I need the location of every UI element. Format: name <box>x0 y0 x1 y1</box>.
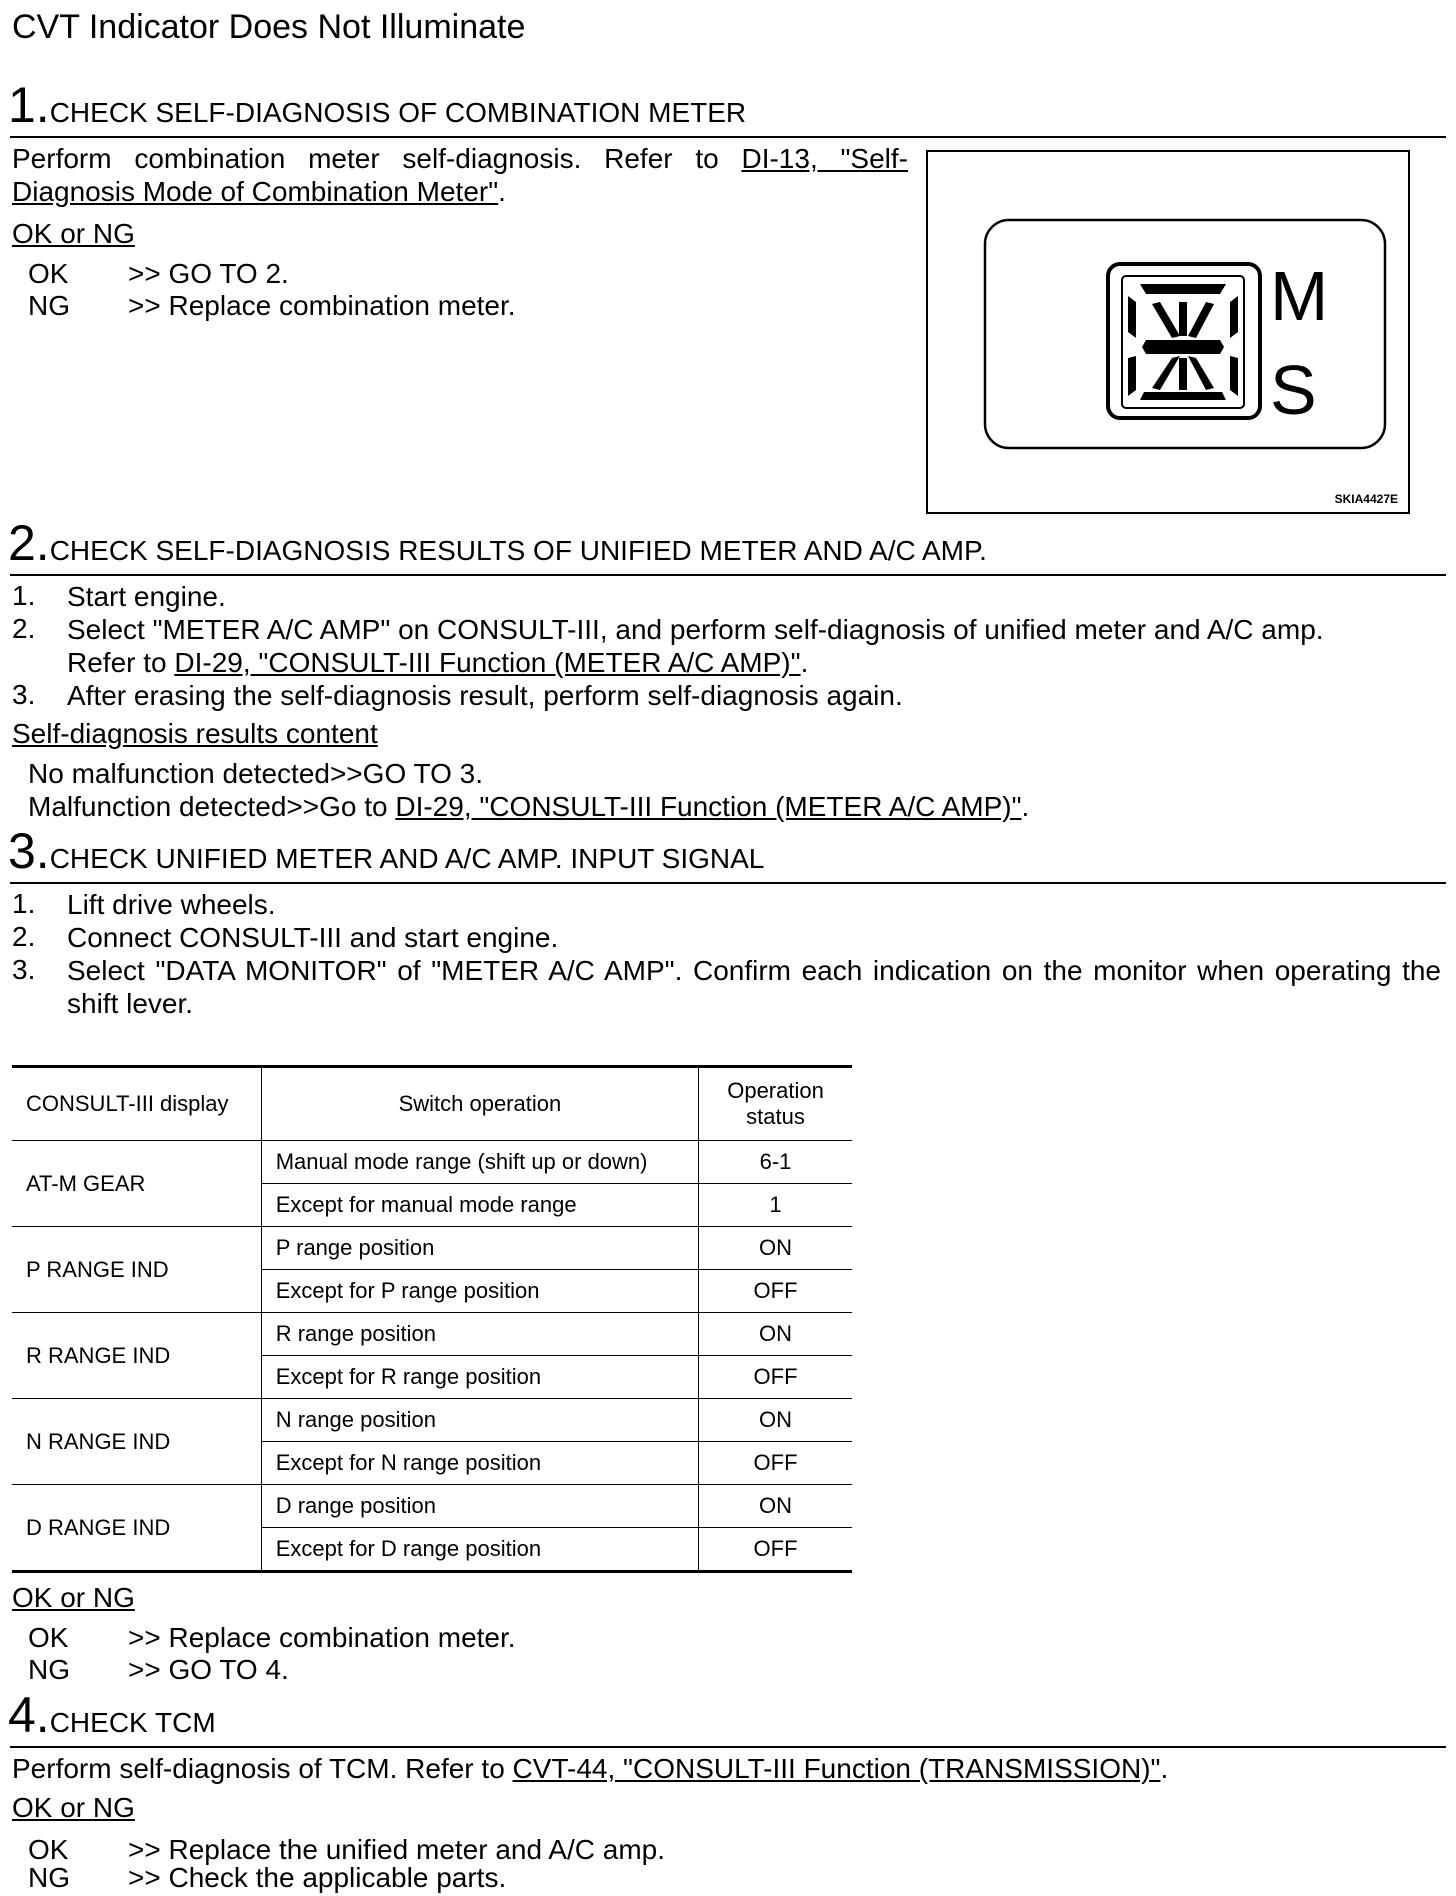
table-cell: Except for D range position <box>261 1528 698 1572</box>
table-cell: 6-1 <box>699 1141 852 1184</box>
table-header: CONSULT-III display <box>12 1067 261 1141</box>
step-title: CHECK UNIFIED METER AND A/C AMP. INPUT SIGNAL <box>49 843 765 874</box>
table-cell: D RANGE IND <box>12 1485 261 1572</box>
list-item: Lift drive wheels. <box>67 889 276 920</box>
table-cell: Manual mode range (shift up or down) <box>261 1141 698 1184</box>
list-item: After erasing the self-diagnosis result, perform self-diagnosis again. <box>67 680 903 711</box>
list-number: 1. <box>12 888 36 919</box>
step-4-body: Perform self-diagnosis of TCM. Refer to CVT-44, "CONSULT-III Function (TRANSMISSION)". <box>12 1753 1169 1784</box>
table-cell: OFF <box>699 1528 852 1572</box>
table-cell: R range position <box>261 1313 698 1356</box>
result-ok: OK >> Replace the unified meter and A/C amp. <box>28 1834 665 1865</box>
result-ng: Malfunction detected>>Go to DI-29, "CONSULT-III Function (METER A/C AMP)". <box>28 791 1030 822</box>
table-header: Switch operation <box>261 1067 698 1141</box>
step-1-body: Perform combination meter self-diagnosis. Refer to DI-13, "Self-Diagnosis Mode of Combination Meter". <box>12 143 908 207</box>
table-cell: Except for P range position <box>261 1270 698 1313</box>
table-cell: ON <box>699 1399 852 1442</box>
result-label: OK or NG <box>12 218 135 249</box>
table-cell: Except for manual mode range <box>261 1184 698 1227</box>
result-ok: No malfunction detected>>GO TO 3. <box>28 758 483 789</box>
list-item: Select "METER A/C AMP" on CONSULT-III, and perform self-diagnosis of unified meter and A/C amp. <box>67 614 1324 645</box>
result-label: OK or NG <box>12 1582 135 1613</box>
table-cell: P range position <box>261 1227 698 1270</box>
step-number: 3. <box>8 823 50 879</box>
cvt-indicator-illustration <box>928 152 1408 512</box>
list-item-refer: Refer to DI-29, "CONSULT-III Function (METER A/C AMP)". <box>67 647 809 678</box>
result-ok: OK >> GO TO 2. <box>28 258 289 289</box>
figure-code: SKIA4427E <box>1334 492 1398 506</box>
table-header: Operation status <box>699 1067 852 1141</box>
list-item: Select "DATA MONITOR" of "METER A/C AMP". Confirm each indication on the monitor when operating the shift lever. <box>67 955 1441 1019</box>
indicator-letter-s: S <box>1270 351 1317 429</box>
step-number: 2. <box>8 515 50 571</box>
list-number: 3. <box>12 954 36 985</box>
result-label: OK or NG <box>12 1792 135 1823</box>
list-item: Start engine. <box>67 581 226 612</box>
result-ok: OK >> Replace combination meter. <box>28 1622 516 1653</box>
divider <box>10 574 1446 576</box>
table-row <box>12 1227 852 1270</box>
reference-link[interactable]: DI-29, "CONSULT-III Function (METER A/C AMP)" <box>174 647 801 678</box>
result-ng: NG >> Replace combination meter. <box>28 290 516 321</box>
step-4-heading <box>8 1686 216 1744</box>
table-cell: R RANGE IND <box>12 1313 261 1399</box>
step-title: CHECK TCM <box>49 1707 216 1738</box>
indicator-figure <box>926 150 1410 514</box>
page-title: CVT Indicator Does Not Illuminate <box>12 8 526 46</box>
list-number: 2. <box>12 921 36 952</box>
table-cell: P RANGE IND <box>12 1227 261 1313</box>
divider <box>10 882 1446 884</box>
list-number: 1. <box>12 580 36 611</box>
table-cell: 1 <box>699 1184 852 1227</box>
table-row <box>12 1313 852 1356</box>
result-ng: NG >> GO TO 4. <box>28 1654 289 1685</box>
divider <box>10 1746 1446 1748</box>
list-number: 2. <box>12 613 36 644</box>
reference-link[interactable]: CVT-44, "CONSULT-III Function (TRANSMISSION)" <box>512 1753 1161 1784</box>
segment-display-icon <box>1108 264 1260 418</box>
reference-link[interactable]: DI-13, "Self-Diagnosis Mode of Combination Meter" <box>12 143 908 207</box>
table-cell: N RANGE IND <box>12 1399 261 1485</box>
data-monitor-table <box>12 1065 852 1573</box>
step-2-heading <box>8 514 987 572</box>
table-cell: D range position <box>261 1485 698 1528</box>
list-number: 3. <box>12 679 36 710</box>
table-cell: OFF <box>699 1356 852 1399</box>
step-1-heading <box>8 76 746 134</box>
reference-link[interactable]: DI-29, "CONSULT-III Function (METER A/C AMP)" <box>395 791 1022 822</box>
table-cell: OFF <box>699 1442 852 1485</box>
step-number: 4. <box>8 1687 50 1743</box>
table-row <box>12 1399 852 1442</box>
step-number: 1. <box>8 77 50 133</box>
step-title: CHECK SELF-DIAGNOSIS OF COMBINATION METER <box>49 97 747 128</box>
table-cell: ON <box>699 1485 852 1528</box>
table-row <box>12 1141 852 1184</box>
divider <box>10 136 1446 138</box>
list-item: Connect CONSULT-III and start engine. <box>67 922 559 953</box>
step-3-heading <box>8 822 764 880</box>
result-ng: NG >> Check the applicable parts. <box>28 1862 507 1893</box>
table-cell: Except for R range position <box>261 1356 698 1399</box>
table-cell: AT-M GEAR <box>12 1141 261 1227</box>
table-row <box>12 1485 852 1528</box>
table-cell: ON <box>699 1313 852 1356</box>
indicator-letter-m: M <box>1270 257 1329 335</box>
table-cell: Except for N range position <box>261 1442 698 1485</box>
result-label: Self-diagnosis results content <box>12 718 378 749</box>
table-cell: N range position <box>261 1399 698 1442</box>
step-title: CHECK SELF-DIAGNOSIS RESULTS OF UNIFIED METER AND A/C AMP. <box>49 535 987 566</box>
table-cell: ON <box>699 1227 852 1270</box>
table-cell: OFF <box>699 1270 852 1313</box>
